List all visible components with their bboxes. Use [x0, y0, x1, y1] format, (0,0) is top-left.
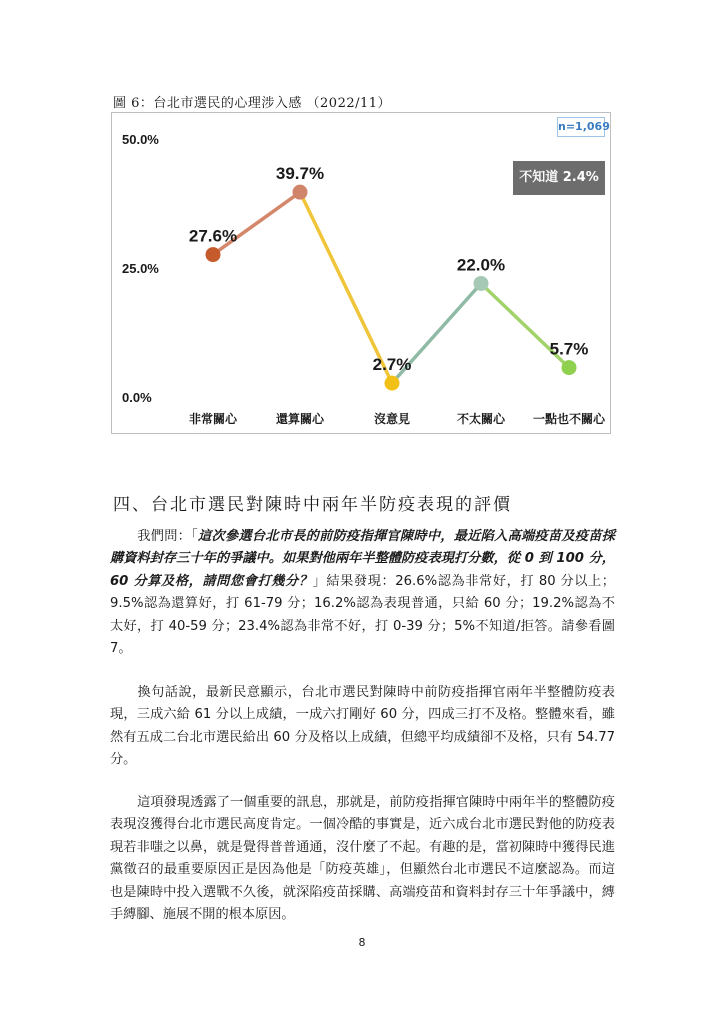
x-category-label: 還算關心: [275, 412, 325, 426]
data-point: [562, 360, 577, 375]
x-category-label: 非常關心: [188, 412, 238, 426]
paragraph-1-result: 」結果發現：26.6%認為非常好，打 80 分以上；9.5%認為還算好，打 61-79 分；16.2%認為表現普通，只給 60 分；19.2%認為不太好，打 40-59 分；23.4%認為非常不好，打 0-39 分；5%不知道/拒答。請參看圖 7。: [110, 573, 615, 657]
paragraph-3-text: 這項發現透露了一個重要的訊息，那就是，前防疫指揮官陳時中兩年半的整體防疫表現沒獲得台北市選民高度肯定。一個冷酷的事實是，近六成台北市選民對他的防疫表現若非嗤之以鼻，就是覺得普普通通，沒什麼了不起。有趣的是，當初陳時中獲得民進黨徵召的最重要原因正是因為他是「防疫英雄」，但顯然台北市選民不這麼認為。而這也是陳時中投入選戰不久後，就深陷疫苗採購、高端疫苗和資料封存三十年爭議中，縛手縛腳、施展不開的根本原因。: [110, 795, 615, 923]
data-point: [293, 185, 308, 200]
section-heading: 四、台北市選民對陳時中兩年半防疫表現的評價: [113, 495, 512, 515]
data-point: [385, 376, 400, 391]
line-chart: [111, 112, 611, 434]
figure-caption: 圖 6：台北市選民的心理涉入感 （2022/11）: [113, 96, 392, 111]
page-number: 8: [358, 936, 366, 949]
data-point: [206, 247, 221, 262]
x-category-label: 一點也不關心: [532, 412, 606, 426]
data-label: 5.7%: [549, 339, 589, 359]
paragraph-2: [110, 682, 615, 772]
data-point: [474, 276, 489, 291]
paragraph-2-text: 換句話說，最新民意顯示，台北市選民對陳時中前防疫指揮官兩年半整體防疫表現，三成六給 61 分以上成績，一成六打剛好 60 分，四成三打不及格。整體來看，雖然有五成二台北市選民給出 60 分及格以上成績，但總平均成績卻不及格，只有 54.77 分。: [110, 685, 615, 768]
data-label: 39.7%: [275, 164, 325, 184]
x-category-label: 沒意見: [373, 412, 411, 426]
paragraph-1-start: 我們問：「: [137, 529, 198, 544]
y-tick-label: 50.0%: [122, 132, 159, 147]
survey-question: 這次參選台北市長的前防疫指揮官陳時中，最近陷入高端疫苗及疫苗採購資料封存三十年的爭議中。如果對他兩年半整體防疫表現打分數，從 0 到 100 分，60 分算及格，請問您會打幾分？: [110, 529, 615, 589]
dont-know-badge: 不知道 2.4%: [513, 161, 605, 195]
y-tick-label: 0.0%: [122, 390, 152, 405]
data-label: 22.0%: [456, 255, 506, 275]
data-label: 27.6%: [188, 226, 238, 246]
paragraph-1: [110, 526, 615, 660]
x-category-label: 不太關心: [456, 412, 506, 426]
y-tick-label: 25.0%: [122, 261, 159, 276]
paragraph-3: [110, 792, 615, 926]
data-label: 2.7%: [372, 355, 412, 375]
sample-size-badge: n=1,069: [557, 117, 605, 137]
